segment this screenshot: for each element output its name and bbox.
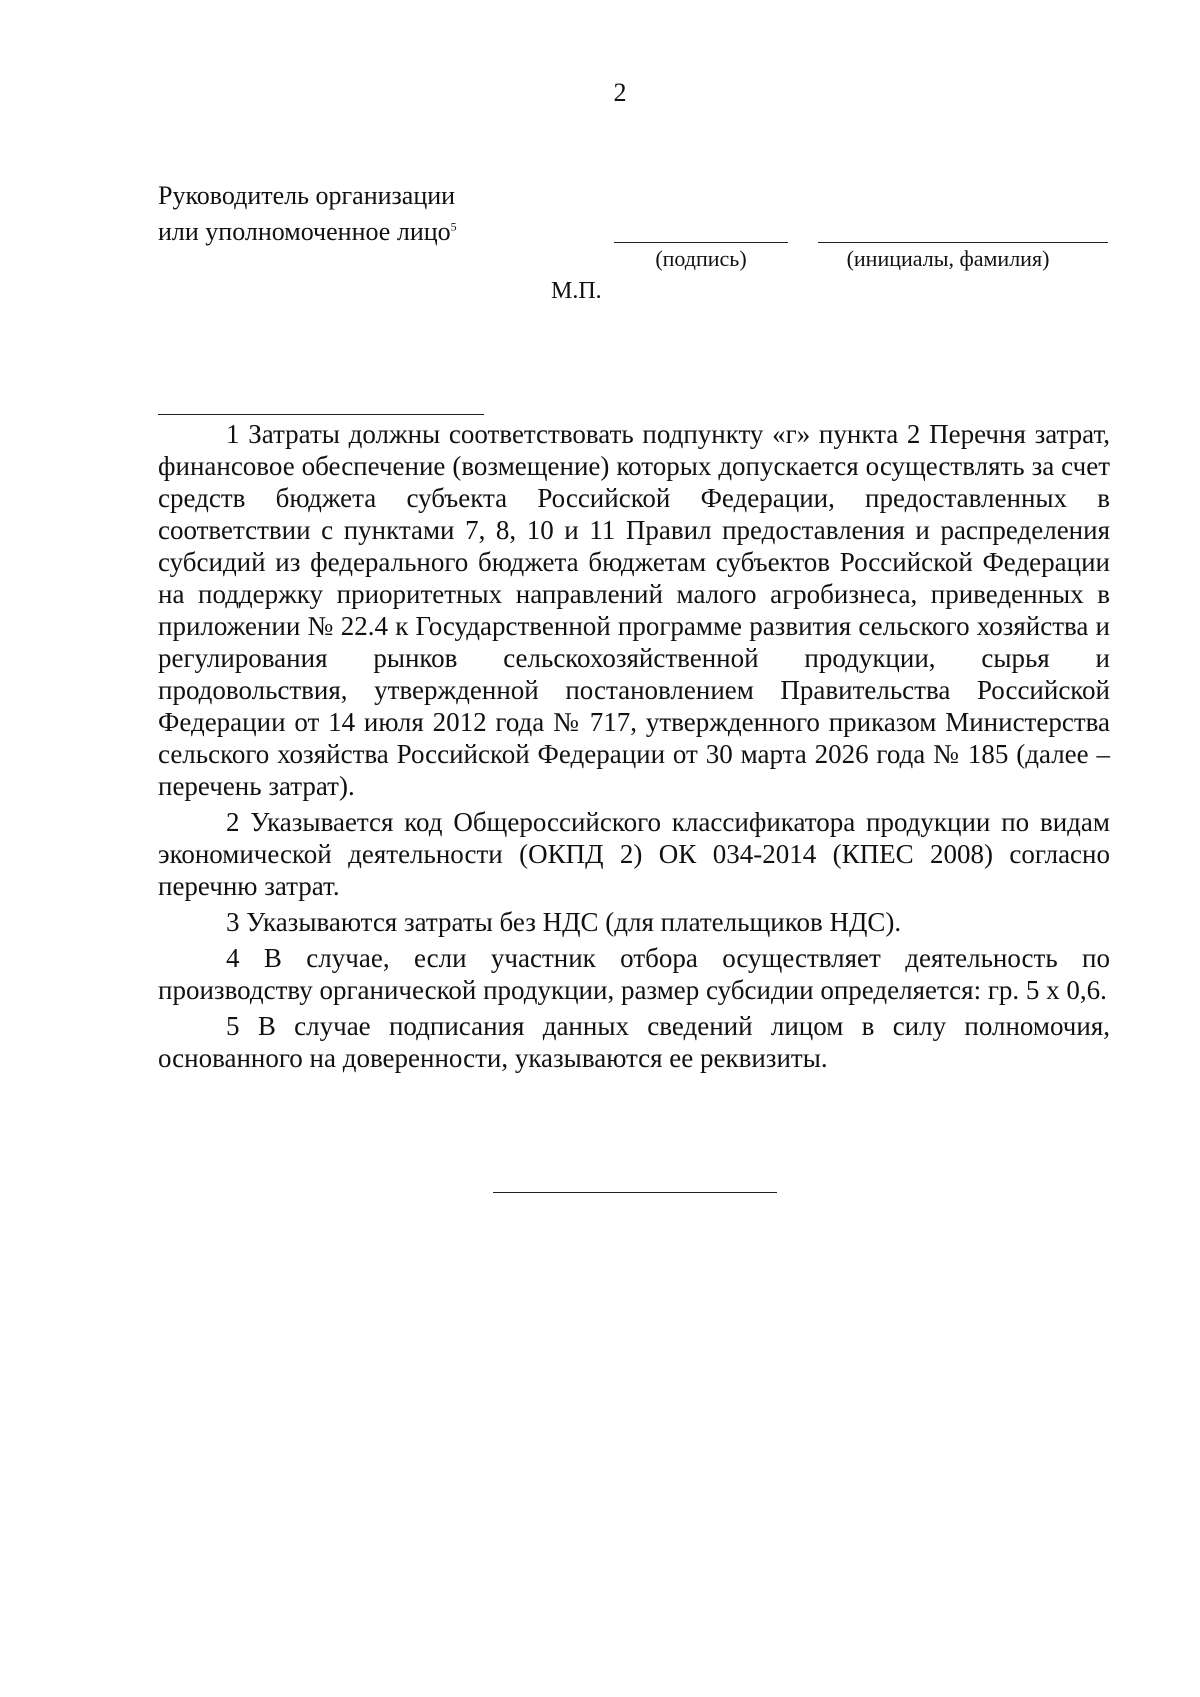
signer-title-line2-text: или уполномоченное лицо xyxy=(158,217,451,246)
footnotes-block xyxy=(158,418,1110,1078)
name-caption: (инициалы, фамилия) xyxy=(846,246,1050,271)
signer-footnote-ref: 5 xyxy=(450,219,457,234)
footnote xyxy=(158,806,1110,902)
footnote-text: Затраты должны соответствовать подпункту «г» пункта 2 Перечня затрат, финансовое обеспечение (возмещение) которых допускается осуществлять за счет средств бюджета субъекта Российской Федерации, предоставленных в соответствии с пунктами 7, 8, 10 и 11 Правил предоставления и распределения субсидий из федерального бюджета бюджетам субъектов Российской Федерации на поддержку приоритетных направлений малого агробизнеса, приведенных в приложении № 22.4 к Государственной программе развития сельского хозяйства и регулирования рынков сельскохозяйственной продукции, сырья и продовольствия, утвержденной постановлением Правительства Российской Федерации от 14 июля 2012 года № 717, утвержденного приказом Министерства сельского хозяйства Российской Федерации от 30 марта 2026 года № 185 (далее – перечень затрат). xyxy=(158,419,1110,801)
footnote-text: В случае подписания данных сведений лицом в силу полномочия, основанного на доверенности, указываются ее реквизиты. xyxy=(158,1011,1111,1073)
footnote-separator xyxy=(158,414,484,415)
signature-caption: (подпись) xyxy=(655,246,747,271)
footnote-text: Указывается код Общероссийского классификатора продукции по видам экономической деятельности (ОКПД 2) ОК 034-2014 (КПЕС 2008) согласно перечню затрат. xyxy=(158,807,1110,901)
footnote-number: 2 xyxy=(226,807,240,837)
footnote-text: В случае, если участник отбора осуществляет деятельность по производству органической продукции, размер субсидии определяется: гр. 5 х 0,6. xyxy=(158,943,1110,1005)
footnote-text: Указываются затраты без НДС (для плательщиков НДС). xyxy=(246,907,902,937)
footnote-number: 5 xyxy=(226,1011,240,1041)
footnote xyxy=(158,942,1110,1006)
signer-title-line1: Руководитель организации xyxy=(158,181,456,210)
footnote-number: 4 xyxy=(226,943,240,973)
document-end-line xyxy=(493,1192,777,1193)
footnote-number: 3 xyxy=(226,907,240,937)
stamp-label: М.П. xyxy=(551,278,602,304)
footnote xyxy=(158,418,1110,802)
footnote-number: 1 xyxy=(226,419,240,449)
signer-block xyxy=(158,178,457,250)
footnote xyxy=(158,906,1110,938)
signer-title-line2 xyxy=(158,214,457,250)
page-number: 2 xyxy=(613,78,627,107)
footnote xyxy=(158,1010,1110,1074)
name-line xyxy=(818,242,1108,243)
signature-line xyxy=(614,242,788,243)
